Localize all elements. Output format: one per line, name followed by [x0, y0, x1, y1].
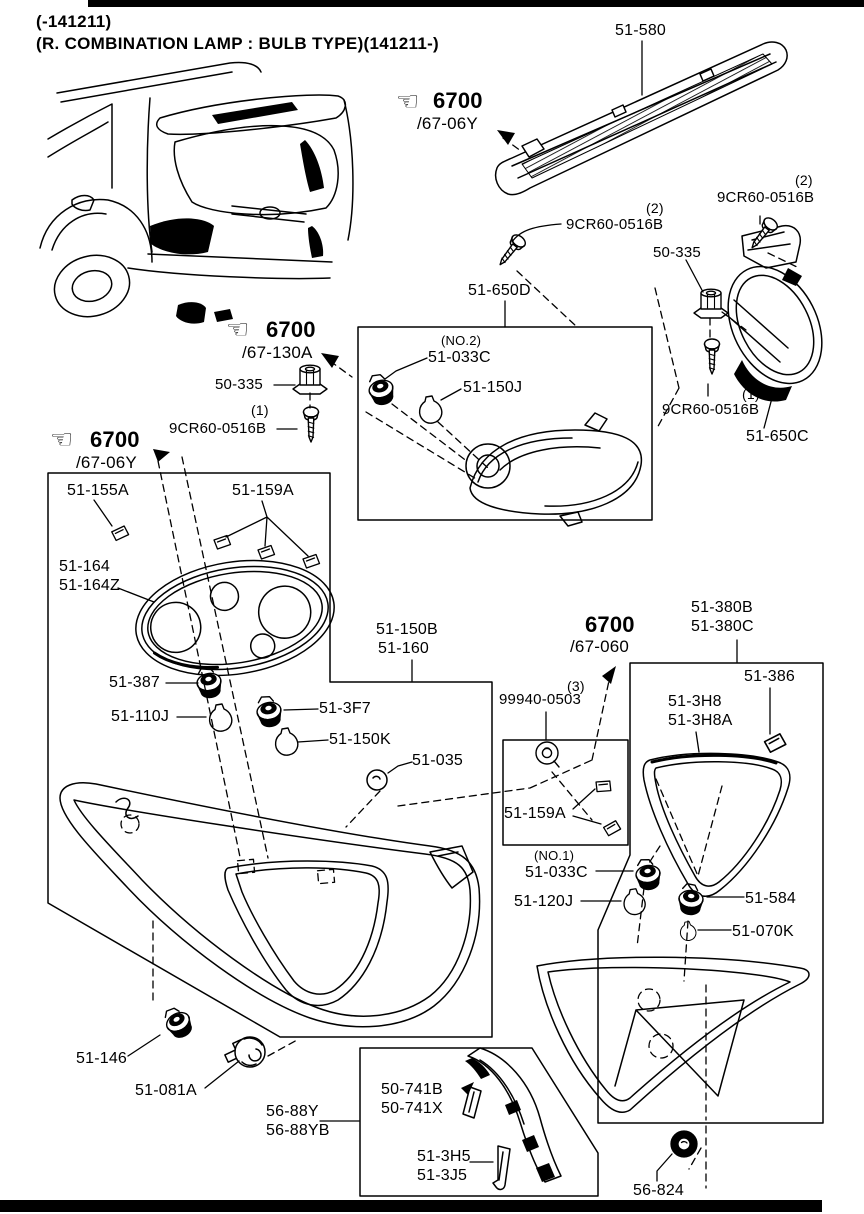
washer-screw-99940-drawing: [536, 742, 559, 767]
ref-top-section: /67-06Y: [417, 114, 478, 133]
label-lamp-150b: 51-150B: [376, 621, 438, 638]
vehicle-rear-view-drawing: [40, 62, 353, 324]
clip-159a-drawing-3: [303, 555, 320, 569]
grommet-035-drawing: [367, 770, 387, 790]
label-bulb-070k: 51-070K: [732, 923, 794, 940]
label-clip-155a: 51-155A: [67, 482, 129, 499]
label-nut-left: 50-335: [215, 376, 263, 393]
label-screw-tm: 9CR60-0516B: [566, 216, 664, 233]
label-lamp-160: 51-160: [378, 640, 430, 657]
label-gasket-3h8: 51-3H8: [668, 693, 722, 710]
gasket-164-drawing: [127, 547, 342, 689]
label-socket-3f7: 51-3F7: [319, 700, 371, 717]
label-screw-l1-qty: (1): [251, 402, 269, 418]
label-marker-lamp: 51-650C: [746, 428, 809, 445]
label-no1: (NO.1): [534, 848, 575, 863]
label-bulb-110j: 51-110J: [111, 708, 170, 725]
label-bulb-150k: 51-150K: [329, 731, 391, 748]
label-socket-081a: 51-081A: [135, 1082, 197, 1099]
marker-lamp-drawing: [709, 226, 840, 402]
grommet-824-drawing: [671, 1131, 697, 1157]
socket-146-drawing: [160, 1003, 196, 1041]
label-screw-9994-qty: (3): [567, 678, 585, 694]
label-screw-r1-qty: (1): [742, 386, 760, 402]
strip-3h5-drawing: [493, 1146, 510, 1189]
socket-no2-drawing: [366, 371, 397, 407]
hand-pointer-icon: ☜: [226, 314, 250, 344]
outer-lens-drawing: [60, 783, 480, 1027]
label-marker-box: 51-650D: [468, 282, 531, 299]
ref-right-code: 6700: [585, 612, 635, 637]
ref-top-code: 6700: [433, 88, 483, 113]
label-gasket-164: 51-164: [59, 558, 111, 575]
screw-r1-drawing: [705, 339, 720, 374]
marker-lamp-box: [358, 327, 652, 520]
leader-lines: [94, 41, 772, 1181]
hand-pointer-icon: ☜: [396, 86, 420, 116]
label-clip-386: 51-386: [744, 668, 796, 685]
ref-lower-left-section: /67-06Y: [76, 453, 137, 472]
label-socket-387: 51-387: [109, 674, 161, 691]
label-screw-r1: 9CR60-0516B: [662, 401, 760, 418]
hand-pointer-icon: ☜: [50, 424, 74, 454]
label-screw-tr: 9CR60-0516B: [717, 189, 815, 206]
bulb-150j-drawing: [420, 396, 442, 423]
label-gasket-3h8a: 51-3H8A: [668, 712, 733, 729]
label-strip-3j5: 51-3J5: [417, 1167, 468, 1184]
gasket-3h8-drawing: [643, 753, 790, 896]
label-brkt-741b: 50-741B: [381, 1081, 443, 1098]
label-chmsl: 51-580: [615, 22, 667, 39]
clip-159a-right-drawing-2: [603, 820, 622, 836]
label-inner-380c: 51-380C: [691, 618, 754, 635]
socket-no1-drawing: [634, 857, 662, 891]
ref-right-section: /67-060: [570, 637, 630, 656]
label-screw-tr-qty: (2): [795, 172, 813, 188]
label-inner-380b: 51-380B: [691, 599, 753, 616]
nut-right-drawing: [694, 289, 728, 318]
clip-159a-drawing-1: [214, 536, 231, 550]
clip-386-drawing: [764, 733, 787, 753]
label-screw-l1: 9CR60-0516B: [169, 420, 267, 437]
label-brkt-741x: 50-741X: [381, 1100, 443, 1117]
screw-l1-drawing: [304, 407, 319, 442]
fog-lamp-drawing: [466, 413, 641, 526]
label-socket-146: 51-146: [76, 1050, 128, 1067]
header-note: (-141211): [36, 12, 112, 31]
label-trim-5688yb: 56-88YB: [266, 1122, 330, 1139]
screw-tm-drawing: [494, 232, 527, 269]
label-screw-tm-qty: (2): [646, 200, 664, 216]
nut-left-drawing: [293, 365, 327, 394]
ref-mid-left-code: 6700: [266, 317, 316, 342]
ref-lower-left-code: 6700: [90, 427, 140, 452]
label-socket-no1: 51-033C: [525, 864, 588, 881]
label-bulb-120j: 51-120J: [514, 893, 574, 910]
label-socket-584: 51-584: [745, 890, 797, 907]
clip-159a-right-drawing-1: [594, 778, 613, 795]
header-title: (R. COMBINATION LAMP : BULB TYPE)(141211-): [36, 34, 440, 53]
label-socket-no2: 51-033C: [428, 349, 491, 366]
clip-159a-drawing-2: [258, 546, 275, 560]
clip-155a-drawing: [111, 526, 129, 541]
socket-081a-drawing: [222, 1037, 265, 1068]
label-grommet-824: 56-824: [633, 1182, 685, 1199]
bulb-150k-drawing: [276, 728, 298, 755]
label-strip-3h5: 51-3H5: [417, 1148, 471, 1165]
label-grommet-035: 51-035: [412, 752, 464, 769]
bulb-110j-drawing: [210, 704, 232, 731]
label-gasket-164z: 51-164Z: [59, 577, 120, 594]
label-clip-159a-right: 51-159A: [504, 805, 566, 822]
label-screw-9994: 99940-0503: [499, 691, 582, 708]
socket-3f7-drawing: [255, 694, 284, 728]
label-clip-159a: 51-159A: [232, 482, 294, 499]
label-trim-5688y: 56-88Y: [266, 1103, 319, 1120]
ref-mid-left-section: /67-130A: [242, 343, 313, 362]
label-no2: (NO.2): [441, 333, 482, 348]
label-bulb-150j: 51-150J: [463, 379, 523, 396]
label-nut-right: 50-335: [653, 244, 701, 261]
inner-lens-drawing: [537, 957, 809, 1112]
